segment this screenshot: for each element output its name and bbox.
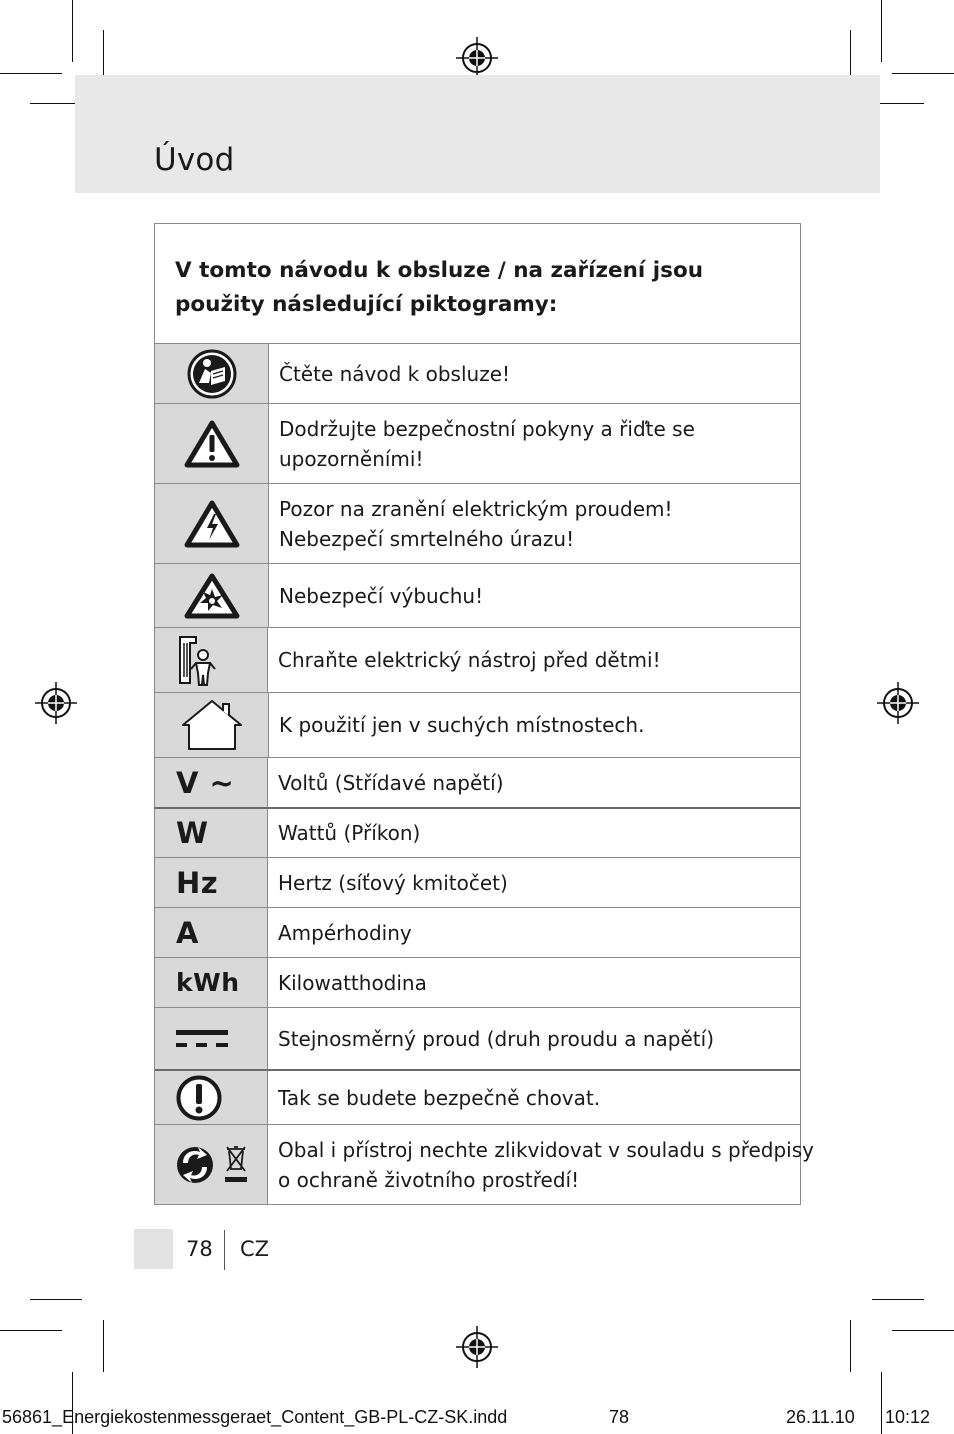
- page-separator: [224, 1230, 225, 1270]
- unit-symbol: A: [176, 915, 199, 950]
- pictogram-description: [268, 958, 800, 1007]
- description-line: Dodržujte bezpečnostní pokyny a řiďte se: [279, 416, 695, 441]
- description-line: K použití jen v suchých místnostech.: [279, 713, 645, 737]
- pictogram-row: [155, 692, 800, 757]
- unit-symbol: V ~: [176, 765, 235, 800]
- pictogram-description: [268, 908, 800, 957]
- exclamation-circle-icon: [176, 1075, 222, 1121]
- crop-mark: [892, 73, 954, 74]
- read-manual-icon: [187, 349, 237, 399]
- pictogram-description: [269, 484, 800, 563]
- page-language: CZ: [240, 1237, 270, 1261]
- crop-mark: [850, 1320, 851, 1372]
- pictogram-heading-line: V tomto návodu k obsluze / na zařízení jsou: [175, 258, 704, 283]
- description-line: Pozor na zranění elektrickým proudem!: [279, 496, 673, 521]
- pictogram-description: [268, 758, 800, 807]
- pictogram-icon-cell: [155, 344, 269, 403]
- pictogram-description: [269, 564, 800, 627]
- crop-mark: [72, 0, 73, 62]
- description-line: Stejnosměrný proud (druh proudu a napětí): [278, 1026, 714, 1051]
- page-number: 78: [186, 1237, 213, 1261]
- crop-mark: [103, 1320, 104, 1372]
- explosion-icon: [184, 573, 240, 619]
- child-protection-icon: [176, 633, 220, 687]
- pictogram-description: [268, 809, 800, 857]
- description-line: Kilowatthodina: [278, 970, 427, 995]
- direct-current-icon: [176, 1028, 228, 1050]
- pictogram-description: [269, 404, 800, 483]
- pictogram-icon-cell: [155, 809, 268, 857]
- pictogram-row: [155, 907, 800, 957]
- crop-mark: [0, 73, 62, 74]
- description-line: Nebezpečí smrtelného úrazu!: [279, 526, 575, 551]
- pictogram-row: [155, 757, 800, 807]
- description-line: Wattů (Příkon): [278, 821, 421, 845]
- pictogram-icon-cell: [155, 484, 269, 563]
- pictogram-row: [155, 483, 800, 563]
- description-line: Hertz (síťový kmitočet): [278, 870, 508, 895]
- description-line: Čtěte návod k obsluze!: [279, 361, 511, 386]
- description-line: Voltů (Střídavé napětí): [278, 770, 504, 795]
- pictogram-heading: [155, 224, 800, 343]
- pictogram-icon-cell: [155, 693, 269, 757]
- slug-date: 26.11.10: [786, 1407, 855, 1427]
- pictogram-row: [155, 343, 800, 403]
- unit-symbol: W: [176, 816, 209, 850]
- pictogram-icon-cell: [155, 564, 269, 627]
- description-line: Obal i přístroj nechte zlikvidovat v souladu s předpisy: [278, 1137, 814, 1162]
- crop-mark: [872, 1299, 924, 1300]
- pictogram-icon-cell: [155, 404, 269, 483]
- pictogram-description: [268, 1125, 826, 1204]
- pictogram-icon-cell: [155, 1071, 268, 1124]
- description-line: upozorněními!: [279, 446, 424, 471]
- pictogram-icon-cell: [155, 958, 268, 1007]
- warning-triangle-icon: [184, 420, 240, 468]
- pictogram-icon-cell: [155, 858, 268, 907]
- crop-mark: [30, 1299, 82, 1300]
- registration-mark-icon: [35, 682, 77, 724]
- crop-mark: [881, 0, 882, 62]
- pictogram-row: [155, 1007, 800, 1069]
- slug-filename: 56861_Energiekostenmessgeraet_Content_GB-PL-CZ-SK.indd: [2, 1407, 508, 1427]
- pictogram-description: [269, 693, 800, 757]
- page-title: Úvod: [154, 142, 235, 178]
- pictogram-icon-cell: [155, 1125, 268, 1204]
- pictogram-icon-cell: [155, 758, 268, 807]
- electric-shock-icon: [184, 500, 240, 548]
- registration-mark-icon: [456, 1326, 498, 1368]
- pictogram-row: [155, 857, 800, 907]
- registration-mark-icon: [456, 37, 498, 79]
- pictogram-description: [268, 628, 800, 692]
- pictogram-row: [155, 627, 800, 692]
- slug-page: 78: [609, 1407, 630, 1427]
- description-line: Tak se budete bezpečně chovat.: [278, 1085, 601, 1110]
- page-tab: [134, 1229, 173, 1269]
- registration-mark-icon: [877, 682, 919, 724]
- house-icon: [181, 699, 243, 751]
- pictogram-description: [268, 1008, 800, 1069]
- pictogram-heading-line: použity následující piktogramy:: [175, 292, 558, 317]
- pictogram-icon-cell: [155, 628, 268, 692]
- unit-symbol: Hz: [176, 865, 219, 900]
- pictogram-icon-cell: [155, 908, 268, 957]
- pictogram-description: [269, 344, 800, 403]
- description-line: Ampérhodiny: [278, 920, 412, 945]
- description-line: Chraňte elektrický nástroj před dětmi!: [278, 648, 661, 672]
- pictogram-table: [154, 223, 814, 1205]
- pictogram-row: [155, 957, 800, 1007]
- pictogram-row: [155, 563, 800, 627]
- slug-time: 10:12: [885, 1407, 931, 1427]
- crop-mark: [881, 1372, 882, 1434]
- pictogram-row: [155, 807, 800, 857]
- pictogram-description: [268, 858, 800, 907]
- pictogram-description: [268, 1071, 800, 1124]
- crop-mark: [892, 1330, 954, 1331]
- description-line: Nebezpečí výbuchu!: [279, 583, 484, 608]
- pictogram-row: [155, 403, 800, 483]
- pictogram-row: [155, 1124, 814, 1204]
- pictogram-icon-cell: [155, 1008, 268, 1069]
- description-line: o ochraně životního prostředí!: [278, 1167, 580, 1192]
- recycling-disposal-icon: [176, 1143, 250, 1187]
- unit-symbol: kWh: [176, 968, 240, 997]
- crop-mark: [0, 1330, 62, 1331]
- pictogram-row: [155, 1069, 800, 1124]
